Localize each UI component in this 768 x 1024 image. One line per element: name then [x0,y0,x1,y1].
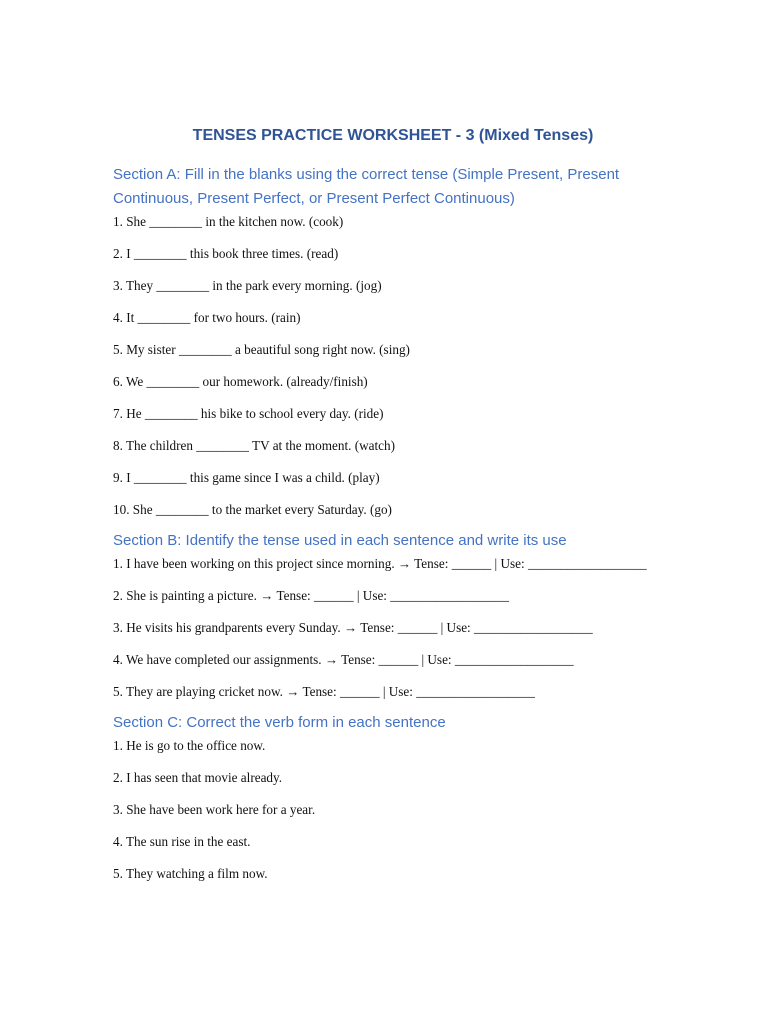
section-a-question: 1. She ________ in the kitchen now. (cook) [113,214,344,229]
section-b-question: 3. He visits his grandparents every Sunday. → Tense: ______ | Use: __________________ [113,620,593,635]
section-c-question: 4. The sun rise in the east. [113,834,251,849]
section-b-question: 2. She is painting a picture. → Tense: ______ | Use: __________________ [113,588,509,603]
section-b [113,529,673,703]
section-c-question: 3. She have been work here for a year. [113,802,316,817]
section-c-question: 5. They watching a film now. [113,866,268,881]
section-b-heading: Section B: Identify the tense used in each sentence and write its use [113,532,567,549]
section-a-question: 9. I ________ this game since I was a child. (play) [113,470,380,485]
worksheet-title: TENSES PRACTICE WORKSHEET - 3 (Mixed Tenses) [192,127,594,144]
section-c [113,711,673,885]
section-a-question: 8. The children ________ TV at the moment. (watch) [113,438,396,453]
section-a-question: 7. He ________ his bike to school every day. (ride) [113,406,384,421]
section-a-question: 10. She ________ to the market every Saturday. (go) [113,502,392,517]
section-c-question: 1. He is go to the office now. [113,738,266,753]
section-a-question: 4. It ________ for two hours. (rain) [113,310,301,325]
section-a-question: 2. I ________ this book three times. (read) [113,246,339,261]
section-b-question: 5. They are playing cricket now. → Tense: ______ | Use: __________________ [113,684,535,699]
section-b-question: 4. We have completed our assignments. → Tense: ______ | Use: __________________ [113,652,574,667]
section-b-question: 1. I have been working on this project since morning. → Tense: ______ | Use: __________________ [113,556,647,571]
worksheet-page [113,120,673,895]
section-c-question: 2. I has seen that movie already. [113,770,283,785]
section-a-question: 3. They ________ in the park every morning. (jog) [113,278,382,293]
section-a-question: 6. We ________ our homework. (already/finish) [113,374,368,389]
section-a-question: 5. My sister ________ a beautiful song right now. (sing) [113,342,410,357]
section-a [113,163,673,521]
section-c-heading: Section C: Correct the verb form in each sentence [113,714,446,731]
section-a-heading: Section A: Fill in the blanks using the correct tense (Simple Present, Present Continuous, Present Perfect, or Present Perfect Continuous) [113,166,620,207]
